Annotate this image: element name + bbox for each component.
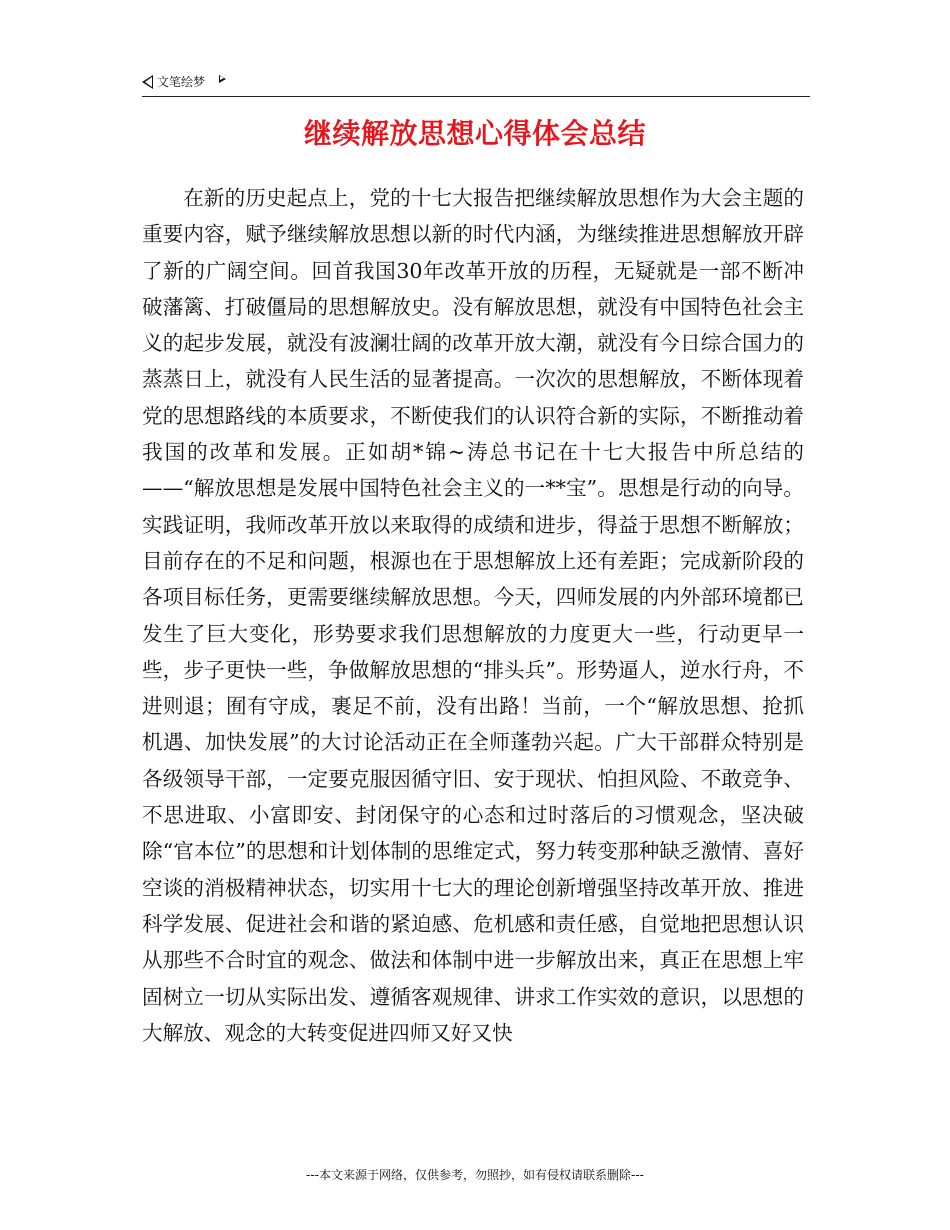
triangle-right-icon xyxy=(219,75,226,83)
triangle-left-icon xyxy=(142,75,153,89)
page-header xyxy=(142,72,810,97)
header-brand-group xyxy=(142,73,226,90)
document-title: 继续解放思想心得体会总结 xyxy=(303,117,646,150)
header-brand: 文笔绘梦 xyxy=(157,75,206,89)
body-paragraph: 在新的历史起点上，党的十七大报告把继续解放思想作为大会主题的重要内容，赋予继续解放思想以新的时代内涵，为继续推进思想解放开辟了新的广阔空间。回首我国30年改革开放的历程，无疑就是一部不断冲破藩篱、打破僵局的思想解放史。没有解放思想，就没有中国特色社会主义的起步发展，就没有波澜壮阔的改革开放大潮，就没有今日综合国力的蒸蒸日上，就没有人民生活的显著提高。一次次的思想解放，不断体现着党的思想路线的本质要求，不断使我们的认识符合新的实际，不断推动着我国的改革和发展。正如胡*锦~涛总书记在十七大报告中所总结的——“解放思想是发展中国特色社会主义的一**宝”。思想是行动的向导。实践证明，我师改革开放以来取得的成绩和进步，得益于思想不断解放；目前存在的不足和问题，根源也在于思想解放上还有差距；完成新阶段的各项目标任务，更需要继续解放思想。今天，四师发展的内外部环境都已发生了巨大变化，形势要求我们思想解放的力度更大一些，行动更早一些，步子更快一些，争做解放思想的“排头兵”。形势逼人，逆水行舟，不进则退；囿有守成，裹足不前，没有出路！当前，一个“解放思想、抢抓机遇、加快发展”的大讨论活动正在全师蓬勃兴起。广大干部群众特别是各级领导干部，一定要克服因循守旧、安于现状、怕担风险、不敢竞争、不思进取、小富即安、封闭保守的心态和过时落后的习惯观念，坚决破除“官本位”的思想和计划体制的思维定式，努力转变那种缺乏激情、喜好空谈的消极精神状态，切实用十七大的理论创新增强坚持改革开放、推进科学发展、促进社会和谐的紧迫感、危机感和责任感，自觉地把思想认识从那些不合时宜的观念、做法和体制中进一步解放出来，真正在思想上牢固树立一切从实际出发、遵循客观规律、讲求工作实效的意识，以思想的大解放、观念的大转变促进四师又好又快 xyxy=(142,186,804,1045)
footer-notice: ---本文来源于网络，仅供参考，勿照抄，如有侵权请联系删除--- xyxy=(306,1168,644,1182)
